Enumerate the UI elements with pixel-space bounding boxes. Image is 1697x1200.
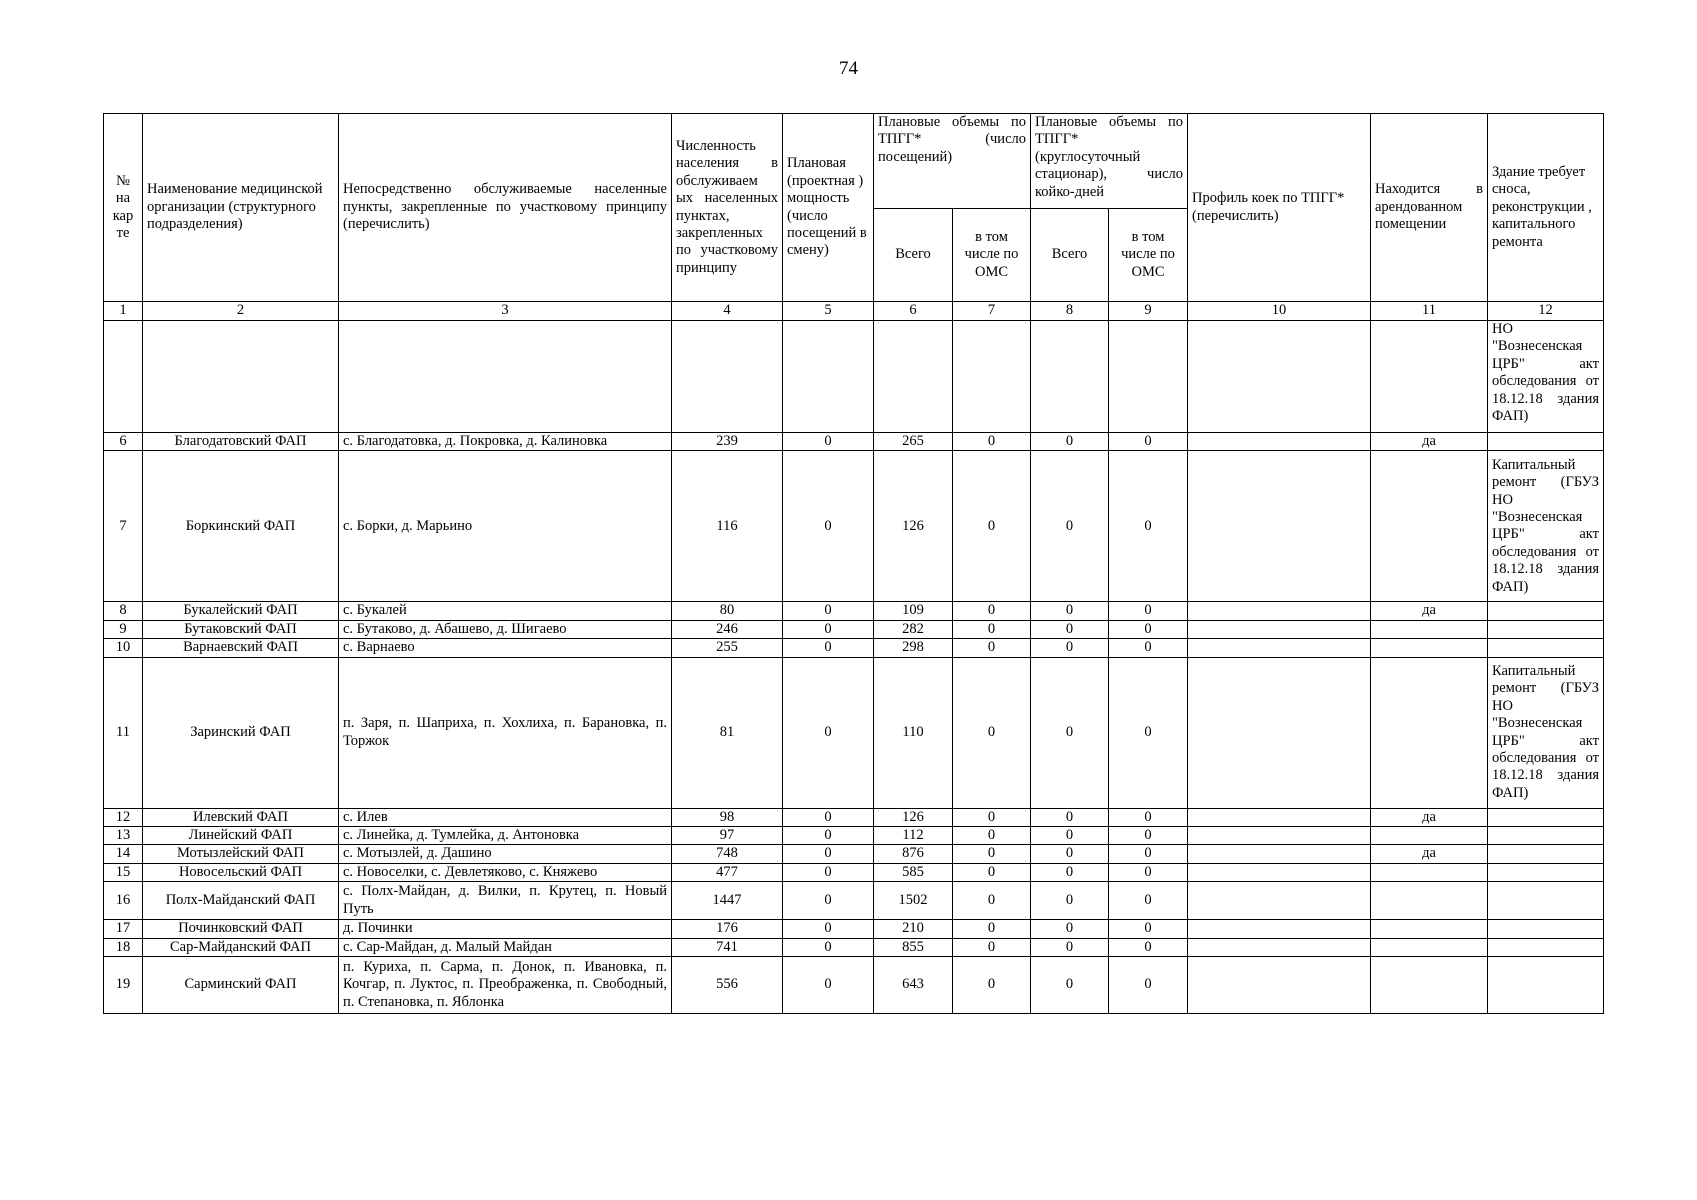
table-row xyxy=(104,657,1604,808)
visits-oms-cell: 0 xyxy=(953,938,1031,956)
settlements-cell: с. Мотызлей, д. Дашино xyxy=(339,845,672,863)
empty-cell xyxy=(143,321,339,433)
settlements-cell: п. Заря, п. Шаприха, п. Хохлиха, п. Барановка, п. Торжок xyxy=(339,657,672,808)
building-status-cell xyxy=(1488,639,1604,657)
building-status-cell: Капитальный ремонт (ГБУЗ НО "Вознесенская ЦРБ" акт обследования от 18.12.18 здания ФАП) xyxy=(1488,451,1604,602)
header-settlements: Непосредственно обслуживаемые населенные пункты, закрепленные по участковому принципу (перечислить) xyxy=(339,114,672,302)
bed-profile-cell xyxy=(1188,433,1371,451)
capacity-cell: 0 xyxy=(783,845,874,863)
settlements-cell: с. Варнаево xyxy=(339,639,672,657)
visits-total-cell: 265 xyxy=(874,433,953,451)
continued-row xyxy=(104,321,1604,433)
visits-total-cell: 112 xyxy=(874,826,953,844)
row-number-cell: 11 xyxy=(104,657,143,808)
settlements-cell: с. Борки, д. Марьино xyxy=(339,451,672,602)
hospital-total-cell: 0 xyxy=(1031,956,1109,1013)
organization-name-cell: Починковский ФАП xyxy=(143,920,339,938)
hospital-oms-cell: 0 xyxy=(1109,845,1188,863)
hospital-oms-cell: 0 xyxy=(1109,620,1188,638)
header-population: Численность населения в обслуживаем ых населенных пунктах, закрепленных по участковому принципу xyxy=(672,114,783,302)
hospital-oms-cell: 0 xyxy=(1109,863,1188,881)
rented-cell: да xyxy=(1371,433,1488,451)
hospital-total-cell: 0 xyxy=(1031,938,1109,956)
capacity-cell: 0 xyxy=(783,938,874,956)
empty-cell xyxy=(672,321,783,433)
bed-profile-cell xyxy=(1188,938,1371,956)
empty-cell xyxy=(953,321,1031,433)
rented-cell xyxy=(1371,657,1488,808)
hospital-total-cell: 0 xyxy=(1031,920,1109,938)
population-cell: 477 xyxy=(672,863,783,881)
empty-cell xyxy=(874,321,953,433)
hospital-oms-cell: 0 xyxy=(1109,808,1188,826)
row-number-cell: 16 xyxy=(104,882,143,920)
row-number-cell: 19 xyxy=(104,956,143,1013)
column-number: 11 xyxy=(1371,302,1488,321)
visits-oms-cell: 0 xyxy=(953,620,1031,638)
bed-profile-cell xyxy=(1188,602,1371,620)
visits-oms-cell: 0 xyxy=(953,657,1031,808)
table-row xyxy=(104,826,1604,844)
visits-total-cell: 876 xyxy=(874,845,953,863)
hospital-total-cell: 0 xyxy=(1031,433,1109,451)
settlements-cell: с. Букалей xyxy=(339,602,672,620)
empty-cell xyxy=(104,321,143,433)
hospital-oms-cell: 0 xyxy=(1109,826,1188,844)
row-number-cell: 14 xyxy=(104,845,143,863)
hospital-total-cell: 0 xyxy=(1031,620,1109,638)
building-status-cell xyxy=(1488,938,1604,956)
visits-oms-cell: 0 xyxy=(953,826,1031,844)
bed-profile-cell xyxy=(1188,845,1371,863)
hospital-total-cell: 0 xyxy=(1031,639,1109,657)
visits-oms-cell: 0 xyxy=(953,863,1031,881)
organization-name-cell: Заринский ФАП xyxy=(143,657,339,808)
capacity-cell: 0 xyxy=(783,882,874,920)
column-number: 2 xyxy=(143,302,339,321)
capacity-cell: 0 xyxy=(783,451,874,602)
header-capacity: Плановая (проектная ) мощность (число посещений в смену) xyxy=(783,114,874,302)
rented-cell: да xyxy=(1371,845,1488,863)
rented-cell xyxy=(1371,938,1488,956)
rented-cell: да xyxy=(1371,602,1488,620)
empty-cell xyxy=(1109,321,1188,433)
row-number-cell: 7 xyxy=(104,451,143,602)
hospital-total-cell: 0 xyxy=(1031,657,1109,808)
population-cell: 748 xyxy=(672,845,783,863)
capacity-cell: 0 xyxy=(783,639,874,657)
capacity-cell: 0 xyxy=(783,920,874,938)
table-row xyxy=(104,920,1604,938)
header-number: № на кар те xyxy=(104,114,143,302)
visits-total-cell: 855 xyxy=(874,938,953,956)
fap-table xyxy=(103,113,1604,1014)
row-number-cell: 13 xyxy=(104,826,143,844)
organization-name-cell: Варнаевский ФАП xyxy=(143,639,339,657)
row-number-cell: 6 xyxy=(104,433,143,451)
row-number-cell: 18 xyxy=(104,938,143,956)
rented-cell xyxy=(1371,863,1488,881)
hospital-oms-cell: 0 xyxy=(1109,938,1188,956)
visits-oms-cell: 0 xyxy=(953,433,1031,451)
organization-name-cell: Илевский ФАП xyxy=(143,808,339,826)
table-row xyxy=(104,451,1604,602)
bed-profile-cell xyxy=(1188,882,1371,920)
organization-name-cell: Благодатовский ФАП xyxy=(143,433,339,451)
bed-profile-cell xyxy=(1188,808,1371,826)
empty-cell xyxy=(783,321,874,433)
column-number: 4 xyxy=(672,302,783,321)
visits-oms-cell: 0 xyxy=(953,956,1031,1013)
building-status-cell xyxy=(1488,845,1604,863)
capacity-cell: 0 xyxy=(783,826,874,844)
column-number: 3 xyxy=(339,302,672,321)
header-visits-oms: в том числе по ОМС xyxy=(953,209,1031,302)
capacity-cell: 0 xyxy=(783,620,874,638)
hospital-oms-cell: 0 xyxy=(1109,602,1188,620)
visits-oms-cell: 0 xyxy=(953,639,1031,657)
empty-cell xyxy=(339,321,672,433)
header-building: Здание требует сноса, реконструкции , капитального ремонта xyxy=(1488,114,1604,302)
settlements-cell: с. Бутаково, д. Абашево, д. Шигаево xyxy=(339,620,672,638)
settlements-cell: с. Полх-Майдан, д. Вилки, п. Крутец, п. Новый Путь xyxy=(339,882,672,920)
visits-total-cell: 126 xyxy=(874,451,953,602)
visits-total-cell: 282 xyxy=(874,620,953,638)
building-status-cell xyxy=(1488,882,1604,920)
population-cell: 255 xyxy=(672,639,783,657)
settlements-cell: с. Благодатовка, д. Покровка, д. Калиновка xyxy=(339,433,672,451)
hospital-oms-cell: 0 xyxy=(1109,657,1188,808)
visits-total-cell: 110 xyxy=(874,657,953,808)
building-note-continued: НО "Вознесенская ЦРБ" акт обследования от 18.12.18 здания ФАП) xyxy=(1488,321,1604,433)
hospital-total-cell: 0 xyxy=(1031,602,1109,620)
organization-name-cell: Мотызлейский ФАП xyxy=(143,845,339,863)
row-number-cell: 10 xyxy=(104,639,143,657)
row-number-cell: 8 xyxy=(104,602,143,620)
building-status-cell xyxy=(1488,808,1604,826)
bed-profile-cell xyxy=(1188,639,1371,657)
population-cell: 98 xyxy=(672,808,783,826)
capacity-cell: 0 xyxy=(783,433,874,451)
building-status-cell xyxy=(1488,956,1604,1013)
population-cell: 556 xyxy=(672,956,783,1013)
rented-cell xyxy=(1371,920,1488,938)
column-number: 8 xyxy=(1031,302,1109,321)
hospital-total-cell: 0 xyxy=(1031,882,1109,920)
rented-cell: да xyxy=(1371,808,1488,826)
capacity-cell: 0 xyxy=(783,657,874,808)
table-row xyxy=(104,433,1604,451)
population-cell: 741 xyxy=(672,938,783,956)
hospital-oms-cell: 0 xyxy=(1109,451,1188,602)
population-cell: 1447 xyxy=(672,882,783,920)
settlements-cell: д. Починки xyxy=(339,920,672,938)
visits-oms-cell: 0 xyxy=(953,920,1031,938)
column-number: 5 xyxy=(783,302,874,321)
header-visits: Плановые объемы по ТПГГ* (число посещений) xyxy=(874,114,1031,209)
bed-profile-cell xyxy=(1188,451,1371,602)
population-cell: 246 xyxy=(672,620,783,638)
settlements-cell: с. Линейка, д. Тумлейка, д. Антоновка xyxy=(339,826,672,844)
building-status-cell xyxy=(1488,620,1604,638)
table-row xyxy=(104,863,1604,881)
table-row xyxy=(104,882,1604,920)
bed-profile-cell xyxy=(1188,620,1371,638)
table-row xyxy=(104,620,1604,638)
table-row xyxy=(104,602,1604,620)
settlements-cell: п. Куриха, п. Сарма, п. Донок, п. Ивановка, п. Кочгар, п. Луктос, п. Преображенка, п. Свободный, п. Степановка, п. Яблонка xyxy=(339,956,672,1013)
table-row xyxy=(104,639,1604,657)
hospital-total-cell: 0 xyxy=(1031,845,1109,863)
page-number: 74 xyxy=(839,58,858,79)
header-visits-total: Всего xyxy=(874,209,953,302)
population-cell: 81 xyxy=(672,657,783,808)
visits-oms-cell: 0 xyxy=(953,808,1031,826)
visits-total-cell: 126 xyxy=(874,808,953,826)
visits-total-cell: 210 xyxy=(874,920,953,938)
header-organization: Наименование медицинской организации (структурного подразделения) xyxy=(143,114,339,302)
organization-name-cell: Полх-Майданский ФАП xyxy=(143,882,339,920)
population-cell: 239 xyxy=(672,433,783,451)
capacity-cell: 0 xyxy=(783,956,874,1013)
settlements-cell: с. Новоселки, с. Девлетяково, с. Княжево xyxy=(339,863,672,881)
capacity-cell: 0 xyxy=(783,602,874,620)
bed-profile-cell xyxy=(1188,920,1371,938)
rented-cell xyxy=(1371,620,1488,638)
organization-name-cell: Бутаковский ФАП xyxy=(143,620,339,638)
header-row-1 xyxy=(104,114,1604,209)
header-bed-profile: Профиль коек по ТПГГ* (перечислить) xyxy=(1188,114,1371,302)
building-status-cell xyxy=(1488,602,1604,620)
rented-cell xyxy=(1371,639,1488,657)
empty-cell xyxy=(1188,321,1371,433)
building-status-cell xyxy=(1488,826,1604,844)
row-number-cell: 9 xyxy=(104,620,143,638)
header-hospital-oms: в том числе по ОМС xyxy=(1109,209,1188,302)
hospital-oms-cell: 0 xyxy=(1109,639,1188,657)
row-number-cell: 12 xyxy=(104,808,143,826)
bed-profile-cell xyxy=(1188,657,1371,808)
column-numbers-row xyxy=(104,302,1604,321)
column-number: 12 xyxy=(1488,302,1604,321)
building-status-cell xyxy=(1488,433,1604,451)
bed-profile-cell xyxy=(1188,956,1371,1013)
hospital-oms-cell: 0 xyxy=(1109,433,1188,451)
building-status-cell xyxy=(1488,920,1604,938)
organization-name-cell: Линейский ФАП xyxy=(143,826,339,844)
visits-total-cell: 585 xyxy=(874,863,953,881)
empty-cell xyxy=(1371,321,1488,433)
population-cell: 176 xyxy=(672,920,783,938)
row-number-cell: 17 xyxy=(104,920,143,938)
capacity-cell: 0 xyxy=(783,863,874,881)
hospital-total-cell: 0 xyxy=(1031,826,1109,844)
header-hospital: Плановые объемы по ТПГГ* (круглосуточный стационар), число койко-дней xyxy=(1031,114,1188,209)
organization-name-cell: Букалейский ФАП xyxy=(143,602,339,620)
bed-profile-cell xyxy=(1188,826,1371,844)
organization-name-cell: Сарминский ФАП xyxy=(143,956,339,1013)
column-number: 6 xyxy=(874,302,953,321)
visits-total-cell: 109 xyxy=(874,602,953,620)
column-number: 1 xyxy=(104,302,143,321)
rented-cell xyxy=(1371,882,1488,920)
table-row xyxy=(104,845,1604,863)
visits-oms-cell: 0 xyxy=(953,602,1031,620)
column-number: 10 xyxy=(1188,302,1371,321)
column-number: 9 xyxy=(1109,302,1188,321)
visits-total-cell: 643 xyxy=(874,956,953,1013)
visits-total-cell: 298 xyxy=(874,639,953,657)
visits-oms-cell: 0 xyxy=(953,451,1031,602)
empty-cell xyxy=(1031,321,1109,433)
hospital-total-cell: 0 xyxy=(1031,863,1109,881)
organization-name-cell: Сар-Майданский ФАП xyxy=(143,938,339,956)
population-cell: 116 xyxy=(672,451,783,602)
hospital-total-cell: 0 xyxy=(1031,808,1109,826)
population-cell: 80 xyxy=(672,602,783,620)
hospital-oms-cell: 0 xyxy=(1109,920,1188,938)
rented-cell xyxy=(1371,451,1488,602)
table-row xyxy=(104,938,1604,956)
hospital-total-cell: 0 xyxy=(1031,451,1109,602)
visits-total-cell: 1502 xyxy=(874,882,953,920)
header-hospital-total: Всего xyxy=(1031,209,1109,302)
hospital-oms-cell: 0 xyxy=(1109,956,1188,1013)
capacity-cell: 0 xyxy=(783,808,874,826)
rented-cell xyxy=(1371,826,1488,844)
row-number-cell: 15 xyxy=(104,863,143,881)
bed-profile-cell xyxy=(1188,863,1371,881)
hospital-oms-cell: 0 xyxy=(1109,882,1188,920)
visits-oms-cell: 0 xyxy=(953,845,1031,863)
table-row xyxy=(104,808,1604,826)
population-cell: 97 xyxy=(672,826,783,844)
header-rented: Находится в арендованном помещении xyxy=(1371,114,1488,302)
settlements-cell: с. Илев xyxy=(339,808,672,826)
table-row xyxy=(104,956,1604,1013)
column-number: 7 xyxy=(953,302,1031,321)
visits-oms-cell: 0 xyxy=(953,882,1031,920)
organization-name-cell: Боркинский ФАП xyxy=(143,451,339,602)
building-status-cell: Капитальный ремонт (ГБУЗ НО "Вознесенская ЦРБ" акт обследования от 18.12.18 здания ФАП) xyxy=(1488,657,1604,808)
building-status-cell xyxy=(1488,863,1604,881)
organization-name-cell: Новосельский ФАП xyxy=(143,863,339,881)
settlements-cell: с. Сар-Майдан, д. Малый Майдан xyxy=(339,938,672,956)
rented-cell xyxy=(1371,956,1488,1013)
